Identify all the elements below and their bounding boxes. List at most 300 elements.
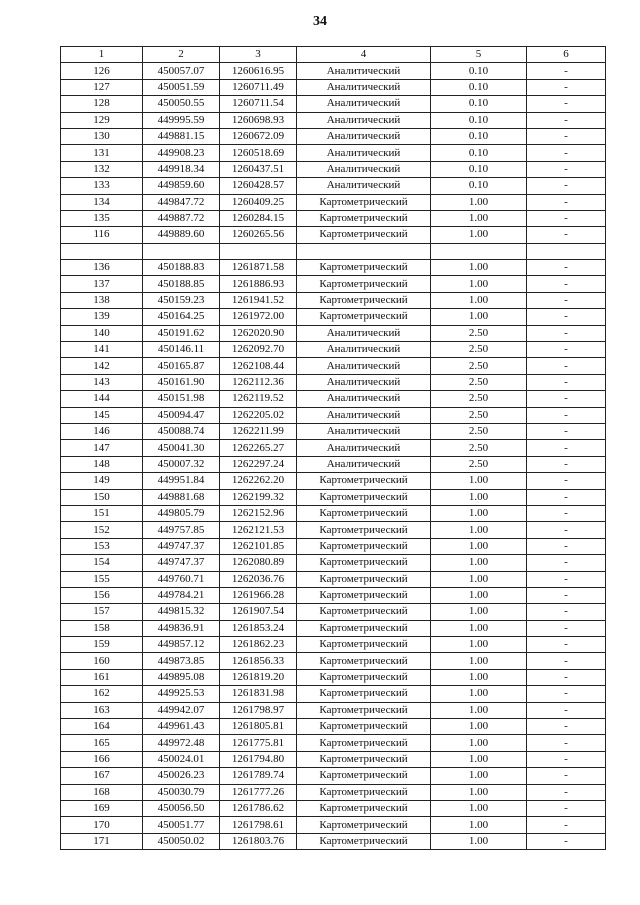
- cell-accuracy: 1.00: [431, 604, 527, 620]
- cell-method: Картометрический: [297, 473, 431, 489]
- cell-x-coordinate: 449995.59: [143, 112, 220, 128]
- cell-y-coordinate: 1262262.20: [220, 473, 297, 489]
- cell-x-coordinate: 450051.59: [143, 79, 220, 95]
- cell-description: -: [527, 260, 606, 276]
- cell-method: Картометрический: [297, 555, 431, 571]
- cell-description: -: [527, 505, 606, 521]
- cell-point-number: 165: [61, 735, 143, 751]
- cell-y-coordinate: 1262119.52: [220, 391, 297, 407]
- cell-description: -: [527, 178, 606, 194]
- cell-point-number: 159: [61, 637, 143, 653]
- cell-y-coordinate: 1262020.90: [220, 325, 297, 341]
- cell-point-number: 170: [61, 817, 143, 833]
- cell-accuracy: 1.00: [431, 833, 527, 849]
- cell-x-coordinate: 449972.48: [143, 735, 220, 751]
- cell-accuracy: 1.00: [431, 702, 527, 718]
- cell-point-number: 162: [61, 686, 143, 702]
- cell-method: Картометрический: [297, 227, 431, 243]
- cell-accuracy: 1.00: [431, 194, 527, 210]
- cell-x-coordinate: 449747.37: [143, 538, 220, 554]
- cell-description: -: [527, 768, 606, 784]
- table-row: [61, 194, 606, 210]
- cell-point-number: 148: [61, 456, 143, 472]
- cell-description: -: [527, 112, 606, 128]
- cell-y-coordinate: 1262112.36: [220, 374, 297, 390]
- coordinates-table: [60, 46, 606, 850]
- cell-method: Картометрический: [297, 702, 431, 718]
- cell-point-number: 168: [61, 784, 143, 800]
- cell-accuracy: 1.00: [431, 227, 527, 243]
- cell-point-number: 132: [61, 161, 143, 177]
- cell-method: Картометрический: [297, 276, 431, 292]
- table-row: [61, 522, 606, 538]
- cell-x-coordinate: 450041.30: [143, 440, 220, 456]
- cell-x-coordinate: 449951.84: [143, 473, 220, 489]
- cell-x-coordinate: 449859.60: [143, 178, 220, 194]
- cell-x-coordinate: 449942.07: [143, 702, 220, 718]
- cell-accuracy: 0.10: [431, 96, 527, 112]
- cell-x-coordinate: 450024.01: [143, 751, 220, 767]
- column-header-accuracy: 5: [431, 47, 527, 63]
- cell-x-coordinate: 449873.85: [143, 653, 220, 669]
- table-row: [61, 210, 606, 226]
- table-row: [61, 309, 606, 325]
- cell-description: -: [527, 374, 606, 390]
- cell-point-number: 161: [61, 669, 143, 685]
- cell-method: Картометрический: [297, 587, 431, 603]
- cell-y-coordinate: 1262108.44: [220, 358, 297, 374]
- table-row: [61, 161, 606, 177]
- cell-point-number: 139: [61, 309, 143, 325]
- cell-x-coordinate: 450159.23: [143, 292, 220, 308]
- cell-description: -: [527, 784, 606, 800]
- table-row: [61, 342, 606, 358]
- cell-point-number: 158: [61, 620, 143, 636]
- cell-x-coordinate: 449857.12: [143, 637, 220, 653]
- cell-point-number: 142: [61, 358, 143, 374]
- cell-point-number: 155: [61, 571, 143, 587]
- cell-x-coordinate: 450056.50: [143, 800, 220, 816]
- cell-y-coordinate: 1261775.81: [220, 735, 297, 751]
- cell-accuracy: 0.10: [431, 128, 527, 144]
- cell-x-coordinate: 450161.90: [143, 374, 220, 390]
- cell-method: Картометрический: [297, 309, 431, 325]
- cell-y-coordinate: 1261871.58: [220, 260, 297, 276]
- cell-y-coordinate: 1261805.81: [220, 719, 297, 735]
- table-row: [61, 555, 606, 571]
- cell-point-number: 160: [61, 653, 143, 669]
- table-row: [61, 391, 606, 407]
- cell-point-number: 154: [61, 555, 143, 571]
- cell-description: -: [527, 571, 606, 587]
- cell-description: -: [527, 686, 606, 702]
- cell-description: -: [527, 358, 606, 374]
- cell-y-coordinate: 1262101.85: [220, 538, 297, 554]
- cell-method: Аналитический: [297, 456, 431, 472]
- table-row: [61, 260, 606, 276]
- cell-description: -: [527, 309, 606, 325]
- table-row: [61, 800, 606, 816]
- table-row: [61, 817, 606, 833]
- cell-y-coordinate: 1262152.96: [220, 505, 297, 521]
- table-row: [61, 79, 606, 95]
- cell-accuracy: 2.50: [431, 358, 527, 374]
- table-row: [61, 407, 606, 423]
- table-row: [61, 489, 606, 505]
- cell-accuracy: 1.00: [431, 538, 527, 554]
- cell-y-coordinate: 1261907.54: [220, 604, 297, 620]
- cell-x-coordinate: 450164.25: [143, 309, 220, 325]
- table-row: [61, 292, 606, 308]
- cell-point-number: 127: [61, 79, 143, 95]
- cell-description: -: [527, 161, 606, 177]
- cell-x-coordinate: 449918.34: [143, 161, 220, 177]
- table-row: [61, 669, 606, 685]
- cell-accuracy: 1.00: [431, 653, 527, 669]
- cell-method: Аналитический: [297, 145, 431, 161]
- cell-description: -: [527, 440, 606, 456]
- table-row: [61, 538, 606, 554]
- cell-accuracy: 1.00: [431, 309, 527, 325]
- cell-accuracy: 0.10: [431, 79, 527, 95]
- cell-description: -: [527, 79, 606, 95]
- column-header-x-coordinate: 2: [143, 47, 220, 63]
- cell-description: -: [527, 702, 606, 718]
- cell-method: Аналитический: [297, 391, 431, 407]
- cell-description: -: [527, 751, 606, 767]
- cell-description: -: [527, 637, 606, 653]
- cell-method: Аналитический: [297, 440, 431, 456]
- table-row: [61, 505, 606, 521]
- cell-x-coordinate: 450050.55: [143, 96, 220, 112]
- table-row: [61, 276, 606, 292]
- cell-description: -: [527, 456, 606, 472]
- cell-method: Картометрический: [297, 260, 431, 276]
- cell-y-coordinate: 1260265.56: [220, 227, 297, 243]
- cell-description: -: [527, 833, 606, 849]
- cell-y-coordinate: 1261789.74: [220, 768, 297, 784]
- cell-method: Аналитический: [297, 63, 431, 79]
- cell-description: -: [527, 276, 606, 292]
- cell-accuracy: 2.50: [431, 374, 527, 390]
- cell-accuracy: 2.50: [431, 456, 527, 472]
- cell-accuracy: 2.50: [431, 342, 527, 358]
- cell-y-coordinate: 1260616.95: [220, 63, 297, 79]
- table-row: [61, 440, 606, 456]
- cell-description: -: [527, 210, 606, 226]
- table-row: [61, 833, 606, 849]
- table-row: [61, 735, 606, 751]
- table-row: [61, 423, 606, 439]
- cell-description: -: [527, 145, 606, 161]
- cell-x-coordinate: 450146.11: [143, 342, 220, 358]
- cell-y-coordinate: 1260711.49: [220, 79, 297, 95]
- cell-accuracy: 1.00: [431, 669, 527, 685]
- cell-x-coordinate: 449747.37: [143, 555, 220, 571]
- table-row: [61, 604, 606, 620]
- cell-x-coordinate: 449836.91: [143, 620, 220, 636]
- cell-description: -: [527, 538, 606, 554]
- cell-accuracy: 1.00: [431, 751, 527, 767]
- cell-method: Картометрический: [297, 292, 431, 308]
- cell-x-coordinate: 449815.32: [143, 604, 220, 620]
- table-row: [61, 620, 606, 636]
- cell-method: Аналитический: [297, 178, 431, 194]
- cell-point-number: 133: [61, 178, 143, 194]
- cell-y-coordinate: 1260428.57: [220, 178, 297, 194]
- table-row: [61, 751, 606, 767]
- cell-method: Аналитический: [297, 407, 431, 423]
- cell-y-coordinate: 1261886.93: [220, 276, 297, 292]
- cell-accuracy: 0.10: [431, 63, 527, 79]
- cell-point-number: 167: [61, 768, 143, 784]
- table-row: [61, 768, 606, 784]
- table-body: [61, 63, 606, 850]
- cell-method: Картометрический: [297, 833, 431, 849]
- cell-accuracy: 1.00: [431, 210, 527, 226]
- cell-accuracy: 1.00: [431, 735, 527, 751]
- cell-accuracy: 1.00: [431, 587, 527, 603]
- cell-y-coordinate: 1261856.33: [220, 653, 297, 669]
- table-row: [61, 374, 606, 390]
- cell-accuracy: 1.00: [431, 489, 527, 505]
- table-row: [61, 473, 606, 489]
- cell-x-coordinate: 449895.08: [143, 669, 220, 685]
- cell-point-number: 130: [61, 128, 143, 144]
- cell-point-number: [61, 243, 143, 259]
- cell-x-coordinate: 449881.68: [143, 489, 220, 505]
- cell-x-coordinate: 449887.72: [143, 210, 220, 226]
- cell-accuracy: 2.50: [431, 423, 527, 439]
- cell-method: Картометрический: [297, 538, 431, 554]
- cell-accuracy: 1.00: [431, 637, 527, 653]
- cell-description: -: [527, 800, 606, 816]
- cell-x-coordinate: 449757.85: [143, 522, 220, 538]
- cell-y-coordinate: 1262080.89: [220, 555, 297, 571]
- cell-point-number: 166: [61, 751, 143, 767]
- cell-x-coordinate: 449908.23: [143, 145, 220, 161]
- cell-y-coordinate: 1260672.09: [220, 128, 297, 144]
- column-header-point-number: 1: [61, 47, 143, 63]
- cell-accuracy: 0.10: [431, 178, 527, 194]
- cell-point-number: 147: [61, 440, 143, 456]
- cell-description: -: [527, 325, 606, 341]
- cell-method: Картометрический: [297, 669, 431, 685]
- cell-point-number: 152: [61, 522, 143, 538]
- cell-method: Картометрический: [297, 194, 431, 210]
- cell-accuracy: 2.50: [431, 440, 527, 456]
- cell-point-number: 164: [61, 719, 143, 735]
- cell-method: Аналитический: [297, 358, 431, 374]
- cell-method: [297, 243, 431, 259]
- cell-y-coordinate: 1260284.15: [220, 210, 297, 226]
- cell-method: Картометрический: [297, 686, 431, 702]
- cell-x-coordinate: 449889.60: [143, 227, 220, 243]
- cell-point-number: 150: [61, 489, 143, 505]
- cell-point-number: 131: [61, 145, 143, 161]
- cell-method: Картометрический: [297, 735, 431, 751]
- cell-y-coordinate: 1260409.25: [220, 194, 297, 210]
- cell-point-number: 138: [61, 292, 143, 308]
- cell-point-number: 135: [61, 210, 143, 226]
- cell-point-number: 144: [61, 391, 143, 407]
- table-row: [61, 456, 606, 472]
- cell-method: Картометрический: [297, 653, 431, 669]
- cell-y-coordinate: 1261803.76: [220, 833, 297, 849]
- cell-point-number: 157: [61, 604, 143, 620]
- cell-accuracy: 1.00: [431, 571, 527, 587]
- cell-method: Картометрический: [297, 604, 431, 620]
- table-row: [61, 325, 606, 341]
- cell-x-coordinate: 449760.71: [143, 571, 220, 587]
- cell-accuracy: 1.00: [431, 555, 527, 571]
- cell-method: Картометрический: [297, 522, 431, 538]
- cell-accuracy: 2.50: [431, 391, 527, 407]
- cell-accuracy: 1.00: [431, 817, 527, 833]
- column-header-method: 4: [297, 47, 431, 63]
- table-row: [61, 243, 606, 259]
- cell-accuracy: 1.00: [431, 473, 527, 489]
- cell-y-coordinate: 1261831.98: [220, 686, 297, 702]
- cell-description: -: [527, 669, 606, 685]
- cell-point-number: 151: [61, 505, 143, 521]
- cell-method: Картометрический: [297, 620, 431, 636]
- table-row: [61, 587, 606, 603]
- cell-accuracy: 0.10: [431, 145, 527, 161]
- cell-x-coordinate: [143, 243, 220, 259]
- table-row: [61, 128, 606, 144]
- cell-y-coordinate: 1261786.62: [220, 800, 297, 816]
- table-row: [61, 63, 606, 79]
- cell-y-coordinate: 1260698.93: [220, 112, 297, 128]
- cell-point-number: 145: [61, 407, 143, 423]
- cell-method: Аналитический: [297, 112, 431, 128]
- cell-description: -: [527, 473, 606, 489]
- cell-accuracy: 1.00: [431, 522, 527, 538]
- cell-x-coordinate: 450057.07: [143, 63, 220, 79]
- cell-point-number: 137: [61, 276, 143, 292]
- cell-x-coordinate: 449881.15: [143, 128, 220, 144]
- cell-y-coordinate: 1261966.28: [220, 587, 297, 603]
- cell-point-number: 116: [61, 227, 143, 243]
- cell-x-coordinate: 450007.32: [143, 456, 220, 472]
- cell-accuracy: 2.50: [431, 325, 527, 341]
- cell-accuracy: 1.00: [431, 276, 527, 292]
- cell-method: Картометрический: [297, 751, 431, 767]
- cell-method: Картометрический: [297, 784, 431, 800]
- cell-description: -: [527, 522, 606, 538]
- cell-y-coordinate: 1261941.52: [220, 292, 297, 308]
- cell-method: Аналитический: [297, 96, 431, 112]
- cell-point-number: 149: [61, 473, 143, 489]
- cell-description: -: [527, 817, 606, 833]
- cell-method: Картометрический: [297, 571, 431, 587]
- cell-method: Аналитический: [297, 423, 431, 439]
- cell-point-number: 136: [61, 260, 143, 276]
- cell-method: Картометрический: [297, 768, 431, 784]
- cell-y-coordinate: 1262092.70: [220, 342, 297, 358]
- cell-y-coordinate: 1261853.24: [220, 620, 297, 636]
- table-row: [61, 178, 606, 194]
- cell-y-coordinate: 1261798.97: [220, 702, 297, 718]
- cell-method: Картометрический: [297, 817, 431, 833]
- cell-accuracy: 1.00: [431, 719, 527, 735]
- cell-y-coordinate: 1261819.20: [220, 669, 297, 685]
- cell-point-number: 169: [61, 800, 143, 816]
- table-row: [61, 96, 606, 112]
- cell-y-coordinate: 1261794.80: [220, 751, 297, 767]
- cell-accuracy: 1.00: [431, 620, 527, 636]
- table-row: [61, 358, 606, 374]
- cell-point-number: 146: [61, 423, 143, 439]
- cell-description: -: [527, 227, 606, 243]
- cell-x-coordinate: 450030.79: [143, 784, 220, 800]
- cell-description: -: [527, 96, 606, 112]
- cell-y-coordinate: 1262265.27: [220, 440, 297, 456]
- cell-description: -: [527, 423, 606, 439]
- cell-y-coordinate: 1260437.51: [220, 161, 297, 177]
- cell-accuracy: 1.00: [431, 768, 527, 784]
- table-row: [61, 227, 606, 243]
- cell-method: Аналитический: [297, 161, 431, 177]
- cell-accuracy: 0.10: [431, 161, 527, 177]
- cell-description: -: [527, 128, 606, 144]
- cell-description: -: [527, 653, 606, 669]
- cell-accuracy: 1.00: [431, 505, 527, 521]
- cell-x-coordinate: 449847.72: [143, 194, 220, 210]
- cell-point-number: 134: [61, 194, 143, 210]
- cell-x-coordinate: 449784.21: [143, 587, 220, 603]
- cell-y-coordinate: 1260711.54: [220, 96, 297, 112]
- cell-x-coordinate: 450191.62: [143, 325, 220, 341]
- cell-x-coordinate: 450026.23: [143, 768, 220, 784]
- column-header-description: 6: [527, 47, 606, 63]
- cell-x-coordinate: 450088.74: [143, 423, 220, 439]
- cell-y-coordinate: 1261972.00: [220, 309, 297, 325]
- cell-point-number: 126: [61, 63, 143, 79]
- cell-x-coordinate: 450094.47: [143, 407, 220, 423]
- cell-accuracy: 1.00: [431, 260, 527, 276]
- cell-y-coordinate: 1262199.32: [220, 489, 297, 505]
- cell-x-coordinate: 450188.85: [143, 276, 220, 292]
- cell-method: Аналитический: [297, 79, 431, 95]
- cell-description: -: [527, 587, 606, 603]
- cell-y-coordinate: 1260518.69: [220, 145, 297, 161]
- column-header-y-coordinate: 3: [220, 47, 297, 63]
- cell-x-coordinate: 449961.43: [143, 719, 220, 735]
- cell-accuracy: [431, 243, 527, 259]
- cell-y-coordinate: 1262036.76: [220, 571, 297, 587]
- cell-x-coordinate: 449805.79: [143, 505, 220, 521]
- cell-description: [527, 243, 606, 259]
- table-row: [61, 637, 606, 653]
- cell-point-number: 171: [61, 833, 143, 849]
- table-row: [61, 702, 606, 718]
- cell-description: -: [527, 620, 606, 636]
- cell-accuracy: 0.10: [431, 112, 527, 128]
- cell-x-coordinate: 450051.77: [143, 817, 220, 833]
- cell-point-number: 128: [61, 96, 143, 112]
- cell-method: Картометрический: [297, 489, 431, 505]
- cell-accuracy: 1.00: [431, 784, 527, 800]
- header-row: [61, 47, 606, 63]
- cell-method: Аналитический: [297, 325, 431, 341]
- page-number: 34: [313, 14, 327, 29]
- cell-method: Картометрический: [297, 800, 431, 816]
- cell-point-number: 143: [61, 374, 143, 390]
- table-row: [61, 719, 606, 735]
- cell-accuracy: 1.00: [431, 686, 527, 702]
